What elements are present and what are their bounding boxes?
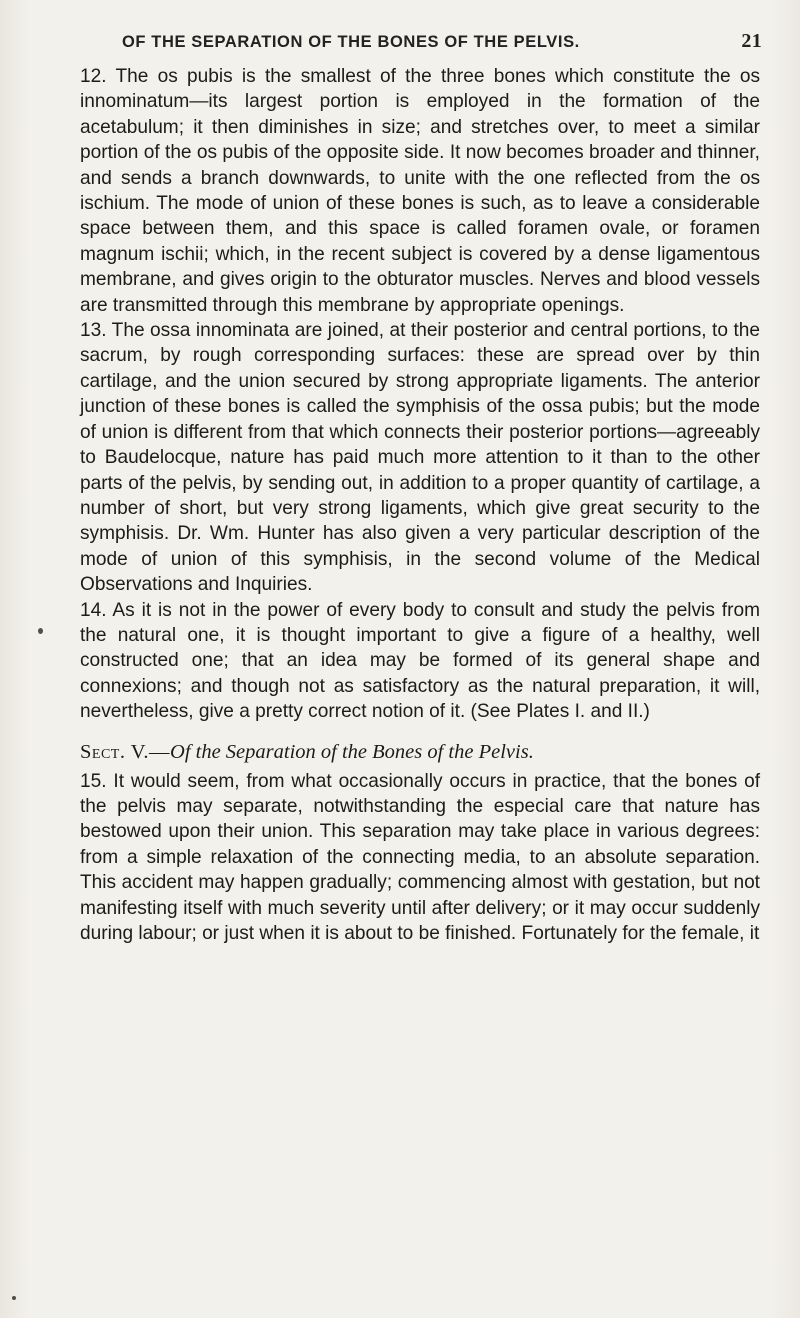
page-body xyxy=(80,64,760,946)
paragraph-15 xyxy=(80,769,760,947)
page-header xyxy=(122,30,762,53)
paragraph-text: The ossa innominata are joined, at their posterior and central portions, to the sacrum, by rough corresponding surfaces: these are spread over by thin cartilage, and the union secured by strong appropriate ligaments. The anterior junction of these bones is called the symphisis of the ossa pubis; but the mode of union is different from that which connects their posterior portions—agreeably to Baudelocque, nature has paid much more attention to it than to the other parts of the pelvis, by sending out, in addition to a proper quantity of cartilage, a number of short, but very strong ligaments, which give great security to the symphisis. Dr. Wm. Hunter has also given a very particular description of the mode of union of this symphisis, in the second volume of the Medical Observations and Inquiries. xyxy=(80,320,760,596)
section-heading xyxy=(80,739,760,765)
paragraph-number: 12. xyxy=(80,66,107,87)
paragraph-13 xyxy=(80,318,760,597)
ink-spot xyxy=(38,628,43,634)
paragraph-number: 15. xyxy=(80,770,107,792)
paragraph-text: It would seem, from what occasionally occurs in practice, that the bones of the pelvis may separate, notwithstanding the especial care that nature has bestowed upon their union. This separation may take place in various degrees: from a simple relaxation of the connecting media, to an absolute separation. This accident may happen gradually; commencing almost with gestation, but not manifesting itself with much severity until after delivery; or it may occur suddenly during labour; or just when it is about to be finished. Fortunately for the female, it xyxy=(80,770,760,944)
paragraph-text: As it is not in the power of every body to consult and study the pelvis from the natural one, it is thought important to give a figure of a healthy, well constructed one; that an idea may be formed of its general shape and connexions; and though not as satisfactory as the natural preparation, it will, nevertheless, give a pretty correct notion of it. (See Plates I. and II.) xyxy=(80,599,760,723)
ink-spot xyxy=(12,1296,16,1300)
paragraph-text: The os pubis is the smallest of the three bones which constitute the os innominatum—its largest portion is employed in the formation of the acetabulum; it then diminishes in size; and stretches over, to meet a similar portion of the os pubis of the opposite side. It now becomes broader and thinner, and sends a branch downwards, to unite with the one reflected from the os ischium. The mode of union of these bones is such, as to leave a considerable space between them, and this space is called foramen ovale, or foramen magnum ischii; which, in the recent subject is covered by a dense ligamentous membrane, and gives origin to the obturator muscles. Nerves and blood vessels are transmitted through this membrane by appropriate openings. xyxy=(80,66,760,316)
section-label: Sect. V.— xyxy=(80,740,171,763)
paragraph-number: 13. xyxy=(80,320,107,342)
page-number: 21 xyxy=(741,30,762,52)
paragraph-14 xyxy=(80,598,760,725)
paragraph-number: 14. xyxy=(80,599,107,621)
running-head: OF THE SEPARATION OF THE BONES OF THE PELVIS. xyxy=(122,33,580,51)
section-title: Of the Separation of the Bones of the Pelvis. xyxy=(170,740,534,763)
paragraph-12 xyxy=(80,64,760,318)
